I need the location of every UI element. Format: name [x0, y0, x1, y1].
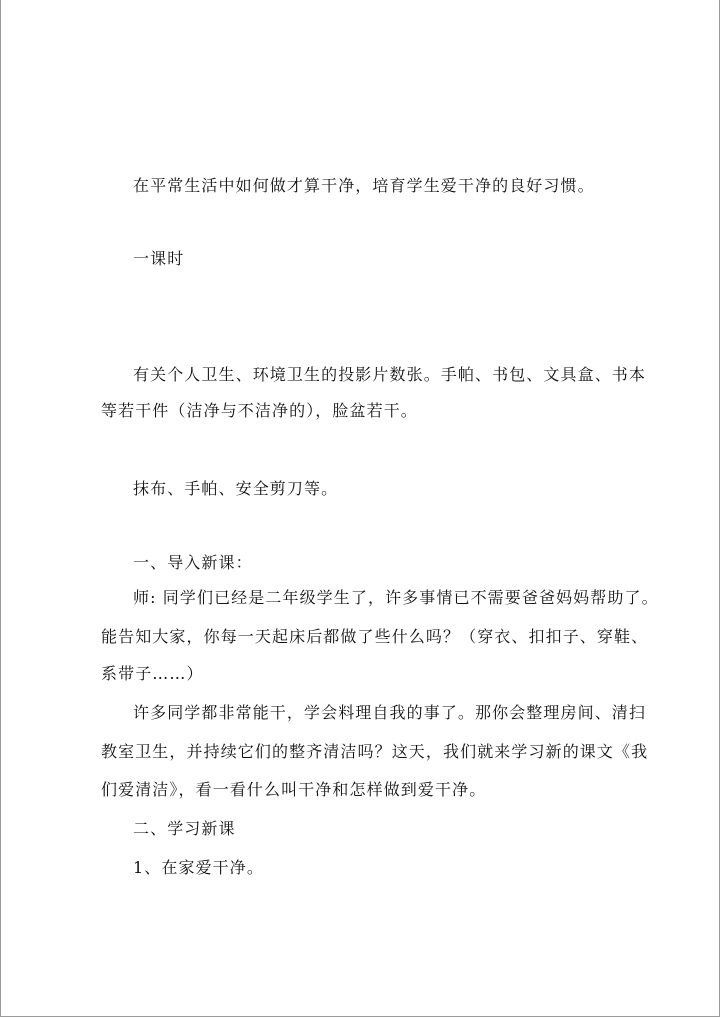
student-materials: 抹布、手帕、安全剪刀等。 — [133, 479, 339, 498]
intro-paragraph-2-line-2: 教室卫生，并持续它们的整齐清洁吗？这天，我们就来学习新的课文《我 — [101, 742, 649, 761]
teacher-materials-line-1: 有关个人卫生、环境卫生的投影片数张。手帕、书包、文具盒、书本 — [133, 365, 647, 384]
intro-paragraph-2-line-1: 许多同学都非常能干，学会料理自我的事了。那你会整理房间、清扫 — [133, 703, 647, 722]
teacher-materials-line-2: 等若干件（洁净与不洁净的），脸盆若干。 — [101, 401, 418, 420]
intro-line-3: 系带子……） — [101, 664, 204, 683]
class-hours: 一课时 — [133, 249, 185, 268]
section-heading-intro: 一、导入新课： — [133, 553, 253, 572]
intro-line-2: 能告知大家，你每一天起床后都做了些什么吗？（穿衣、扣扣子、穿鞋、 — [101, 627, 649, 646]
goal-paragraph: 在平常生活中如何做才算干净，培育学生爱干净的良好习惯。 — [133, 176, 595, 195]
section-heading-learn: 二、学习新课 — [133, 819, 236, 838]
intro-line-1: 师: 同学们已经是二年级学生了，许多事情已不需要爸爸妈妈帮助了。 — [133, 588, 659, 607]
subsection-home-clean: 1、在家爱干净。 — [133, 858, 264, 877]
intro-paragraph-2-line-3: 们爱清洁》，看一看什么叫干净和怎样做到爱干净。 — [101, 780, 487, 799]
